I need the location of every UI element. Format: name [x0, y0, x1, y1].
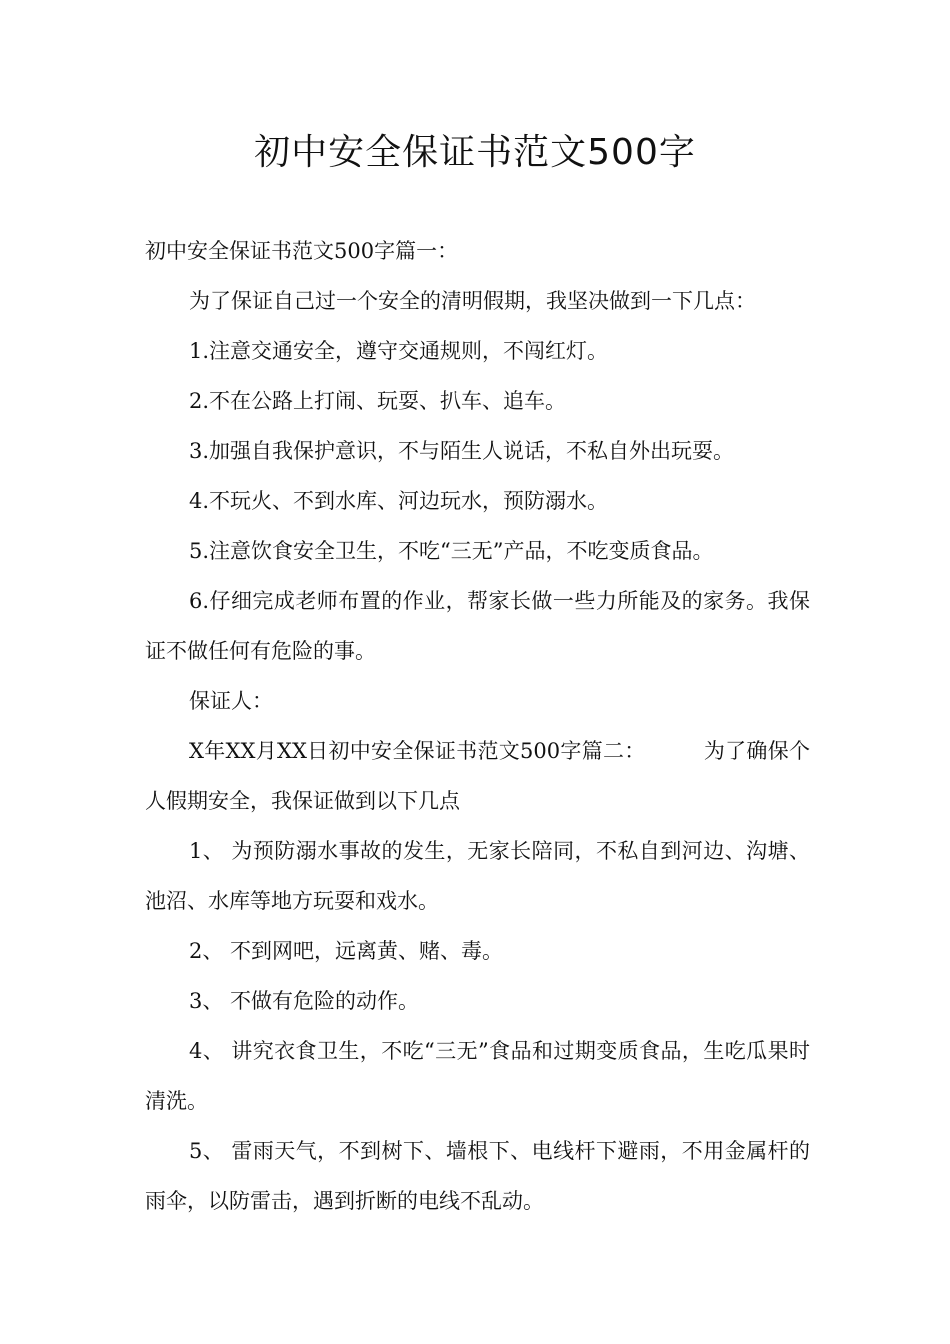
date-and-section2-paragraph	[145, 726, 810, 826]
section1-item-5: 5.注意饮食安全卫生，不吃“三无”产品，不吃变质食品。	[189, 539, 714, 563]
section1-item-3: 3.加强自我保护意识，不与陌生人说话，不私自外出玩耍。	[189, 439, 735, 463]
section1-item-2: 2.不在公路上打闹、玩耍、扒车、追车。	[189, 389, 567, 413]
section1-heading: 初中安全保证书范文500字篇一：	[145, 239, 459, 263]
section1-item-1: 1.注意交通安全，遵守交通规则，不闯红灯。	[189, 339, 609, 363]
section2-intro: 为了确保个人假期安全，我保证做到以下几点	[145, 739, 810, 813]
section2-item-3: 3、 不做有危险的动作。	[189, 989, 420, 1013]
document-title: 初中安全保证书范文500字	[254, 132, 696, 173]
section1-item-6: 6.仔细完成老师布置的作业，帮家长做一些力所能及的家务。我保证不做任何有危险的事。	[145, 589, 810, 663]
guarantor-line: 保证人：	[189, 689, 273, 713]
section1-intro: 为了保证自己过一个安全的清明假期，我坚决做到一下几点：	[189, 289, 756, 313]
document-body	[145, 226, 810, 1226]
section2-item-4: 4、 讲究衣食卫生，不吃“三无”食品和过期变质食品，生吃瓜果时清洗。	[145, 1039, 810, 1113]
section2-item-1: 1、 为预防溺水事故的发生，无家长陪同，不私自到河边、沟塘、池沼、水库等地方玩耍和戏水。	[145, 839, 810, 913]
section2-item-5: 5、 雷雨天气，不到树下、墙根下、电线杆下避雨，不用金属杆的雨伞，以防雷击，遇到折断的电线不乱动。	[145, 1139, 810, 1213]
section1-item-4: 4.不玩火、不到水库、河边玩水，预防溺水。	[189, 489, 609, 513]
date-and-section2-heading: X年XX月XX日初中安全保证书范文500字篇二：	[189, 739, 646, 763]
section2-item-2: 2、 不到网吧，远离黄、赌、毒。	[189, 939, 504, 963]
